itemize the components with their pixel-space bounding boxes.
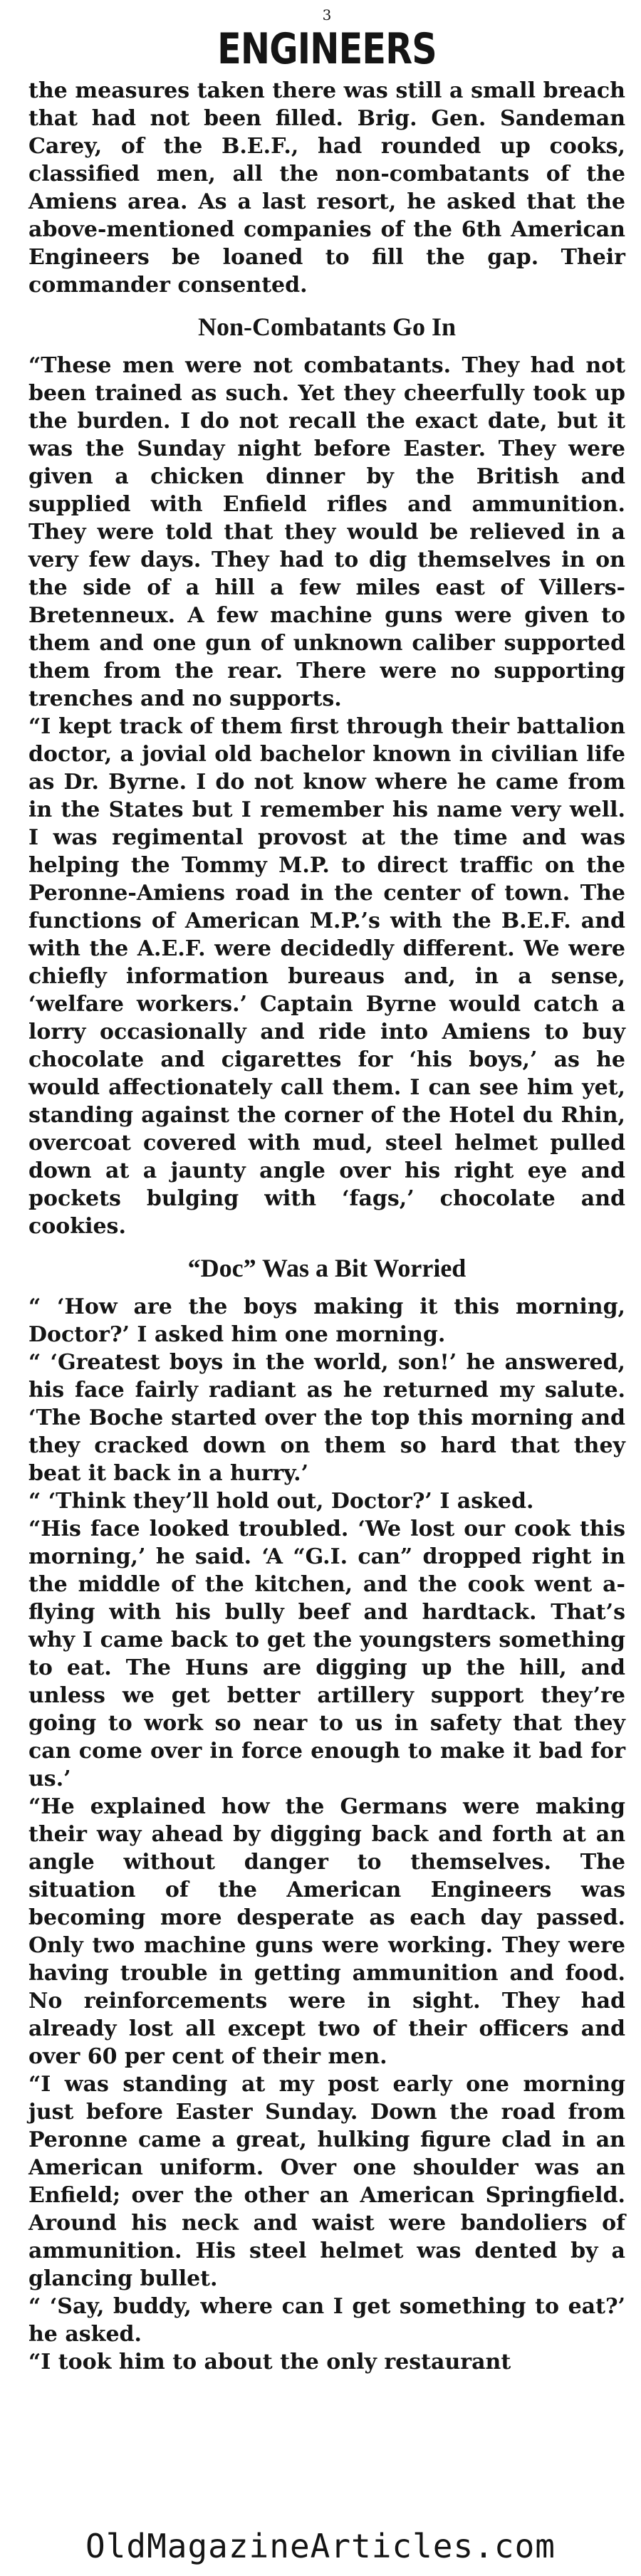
- article-paragraph: “ ‘How are the boys making it this morning, Doctor?’ I asked him one morning.: [28, 1294, 625, 1347]
- article-paragraph: “He explained how the Germans were making their way ahead by digging back and forth at an angle without danger to themselves. The situation of the American Engineers was becoming more desperate as each day passed. Only two machine guns were working. They were having trouble in getting ammunition and food. No reinforcements were in sight. They had already lost all except two of their officers and over 60 per cent of their men.: [28, 1794, 625, 2069]
- article-paragraph: “These men were not combatants. They had not been trained as such. Yet they cheerfully took up the burden. I do not recall the exact date, but it was the Sunday night before Easter. They were given a chicken dinner by the British and supplied with Enfield rifles and ammunition. They were told that they would be relieved in a very few days. They had to dig themselves in on the side of a hill a few miles east of Villers-Bretenneux. A few machine guns were given to them and one gun of unknown caliber supported them from the rear. There were no supporting trenches and no supports.: [28, 353, 625, 711]
- article-paragraph: “ ‘Greatest boys in the world, son!’ he answered, his face fairly radiant as he returned my salute. ‘The Boche started over the top this morning and they cracked down on them so hard that they beat it back in a hurry.’: [28, 1350, 625, 1486]
- article-paragraph: “I was standing at my post early one morning just before Easter Sunday. Down the road from Peronne came a great, hulking figure clad in an American uniform. Over one shoulder was an Enfield; over the other an American Springfield. Around his neck and waist were bandoliers of ammunition. His steel helmet was dented by a glancing bullet.: [28, 2072, 625, 2291]
- site-watermark[interactable]: OldMagazineArticles.com: [85, 2527, 556, 2565]
- intro-paragraph: the measures taken there was still a small breach that had not been filled. Brig. Gen. Sandeman Carey, of the B.E.F., had rounded up cooks, classified men, all the non-combatants of the Amiens area. As a last resort, he asked that the above-mentioned companies of the 6th American Engineers be loaned to fill the gap. Their commander consented.: [28, 78, 625, 298]
- article-paragraph: “ ‘Say, buddy, where can I get something to eat?’ he asked.: [28, 2294, 625, 2347]
- article-paragraph: “I took him to about the only restaurant: [28, 2350, 511, 2375]
- page-number: 3: [322, 6, 332, 23]
- article-paragraph: “His face looked troubled. ‘We lost our cook this morning,’ he said. ‘A “G.I. can” dropped right in the middle of the kitchen, and the cook went a-flying with his bully beef and hardtack. That’s why I came back to get the youngsters something to eat. The Huns are digging up the hill, and unless we get better artillery support they’re going to work so near to us in safety that they can come over in force enough to make it bad for us.’: [28, 1517, 625, 1791]
- article-paragraph: “ ‘Think they’ll hold out, Doctor?’ I asked.: [28, 1489, 534, 1514]
- page-title: ENGINEERS: [217, 24, 437, 74]
- article-paragraph: “I kept track of them first through their battalion doctor, a jovial old bachelor known in civilian life as Dr. Byrne. I do not know where he came from in the States but I remember his name very well. I was regimental provost at the time and was helping the Tommy M.P. to direct traffic on the Peronne-Amiens road in the center of town. The functions of American M.P.’s with the B.E.F. and with the A.E.F. were decidedly different. We were chiefly information bureaus and, in a sense, ‘welfare workers.’ Captain Byrne would catch a lorry occasionally and ride into Amiens to buy chocolate and cigarettes for ‘his boys,’ as he would affectionately call them. I can see him yet, standing against the corner of the Hotel du Rhin, overcoat covered with mud, steel helmet pulled down at a jaunty angle over his right eye and pockets bulging with ‘fags,’ chocolate and cookies.: [28, 714, 625, 1239]
- section-heading-doc-worried: “Doc” Was a Bit Worried: [187, 1254, 467, 1282]
- section-heading-non-combatants: Non-Combatants Go In: [197, 313, 457, 341]
